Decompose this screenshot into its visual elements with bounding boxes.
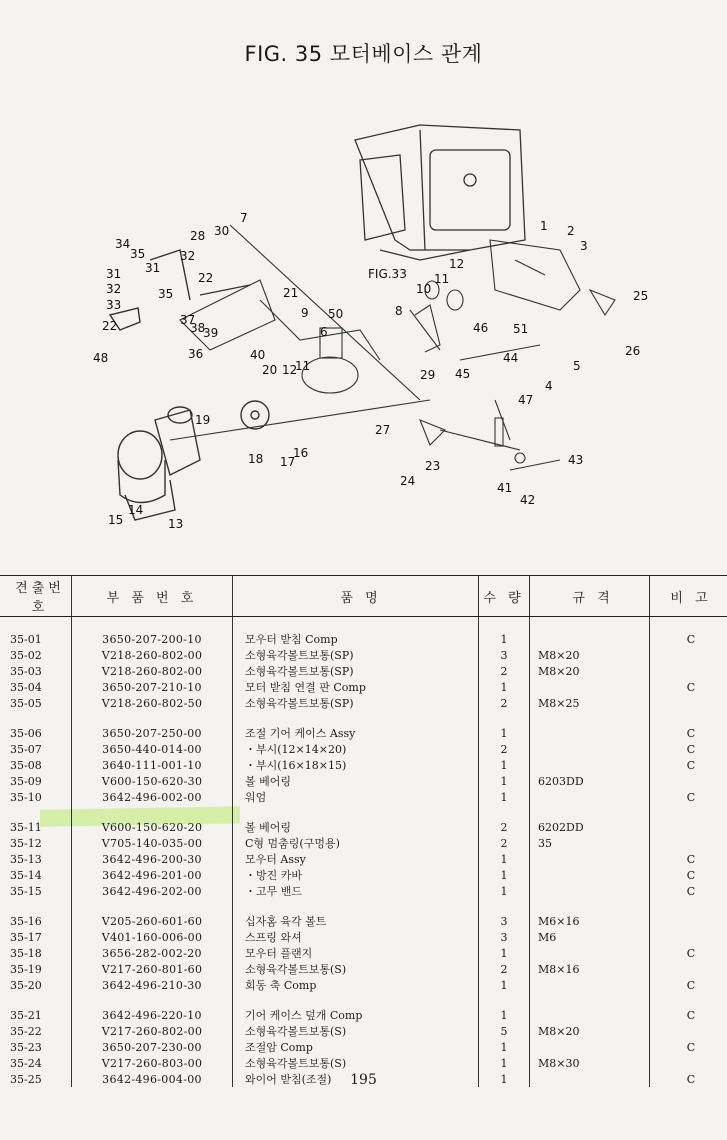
part-name-cell: 소형육각볼트보통(SP) xyxy=(233,663,479,679)
callout-34: 34 xyxy=(115,237,131,251)
header-index-no: 견출번호 xyxy=(0,576,72,617)
table-row xyxy=(0,1055,727,1071)
quantity-cell: 3 xyxy=(479,647,530,663)
callout-37: 37 xyxy=(180,313,196,327)
callout-21: 21 xyxy=(283,286,299,300)
callout-25: 25 xyxy=(633,289,649,303)
spec-cell: 6202DD xyxy=(530,819,650,835)
callout-29: 29 xyxy=(420,368,436,382)
spec-cell: 6203DD xyxy=(530,773,650,789)
header-part-no: 부 품 번 호 xyxy=(72,576,233,617)
spacer-cell xyxy=(479,805,530,819)
parts-table xyxy=(0,575,727,1087)
note-cell: C xyxy=(650,1071,727,1087)
spec-cell xyxy=(530,867,650,883)
callout-42: 42 xyxy=(520,493,536,507)
part-name-cell: C형 멈춤링(구멍용) xyxy=(233,835,479,851)
callout-32: 32 xyxy=(180,249,196,263)
spacer-cell xyxy=(0,617,72,632)
note-cell: C xyxy=(650,741,727,757)
header-spec: 규 격 xyxy=(530,576,650,617)
index-no-cell: 35-09 xyxy=(10,774,42,788)
callout-18: 18 xyxy=(248,452,264,466)
group-spacer xyxy=(0,617,727,632)
callout-11b: 11 xyxy=(295,359,311,373)
spacer-cell xyxy=(530,617,650,632)
spacer-cell xyxy=(479,899,530,913)
spec-cell xyxy=(530,945,650,961)
note-cell: C xyxy=(650,1007,727,1023)
spacer-cell xyxy=(233,993,479,1007)
part-name-cell: 볼 베어링 xyxy=(233,819,479,835)
quantity-cell: 2 xyxy=(479,695,530,711)
exploded-parts-diagram xyxy=(0,100,727,560)
part-name-cell: ・고무 밴드 xyxy=(233,883,479,899)
note-cell: C xyxy=(650,867,727,883)
part-name-cell: ・방진 카바 xyxy=(233,867,479,883)
spacer-cell xyxy=(0,993,72,1007)
note-cell: C xyxy=(650,883,727,899)
note-cell: C xyxy=(650,679,727,695)
quantity-cell: 1 xyxy=(479,631,530,647)
callout-36: 36 xyxy=(188,347,204,361)
table-row xyxy=(0,789,727,805)
header-note: 비 고 xyxy=(650,576,727,617)
table-header-row xyxy=(0,576,727,617)
index-no-cell: 35-13 xyxy=(10,852,42,866)
group-spacer xyxy=(0,899,727,913)
part-name-cell: 조절 기어 케이스 Assy xyxy=(233,725,479,741)
table-row xyxy=(0,819,727,835)
callout-45: 45 xyxy=(455,367,471,381)
part-name-cell: 기어 케이스 덮개 Comp xyxy=(233,1007,479,1023)
spec-cell: M8×30 xyxy=(530,1055,650,1071)
callout-16: 16 xyxy=(293,446,309,460)
callout-12b: 12 xyxy=(282,363,298,377)
page-number: 195 xyxy=(350,1072,377,1088)
callout-22b: 22 xyxy=(102,319,118,333)
index-no-cell: 35-18 xyxy=(10,946,42,960)
spacer-cell xyxy=(479,993,530,1007)
quantity-cell: 5 xyxy=(479,1023,530,1039)
callout-33: 33 xyxy=(106,298,122,312)
index-no-cell: 35-22 xyxy=(10,1024,42,1038)
callout-35: 35 xyxy=(130,247,146,261)
callout-1: 1 xyxy=(540,219,548,233)
quantity-cell: 1 xyxy=(479,773,530,789)
part-name-cell: 스프링 와셔 xyxy=(233,929,479,945)
part-no-cell: 3642-496-002-00 xyxy=(72,789,233,805)
spec-cell xyxy=(530,725,650,741)
index-no-cell: 35-19 xyxy=(10,962,42,976)
table-row xyxy=(0,663,727,679)
spec-cell xyxy=(530,741,650,757)
quantity-cell: 2 xyxy=(479,663,530,679)
callout-7: 7 xyxy=(240,211,248,225)
spec-cell xyxy=(530,1007,650,1023)
quantity-cell: 1 xyxy=(479,679,530,695)
note-cell xyxy=(650,1023,727,1039)
callout-44: 44 xyxy=(503,351,519,365)
index-no-cell: 35-08 xyxy=(10,758,42,772)
quantity-cell: 2 xyxy=(479,741,530,757)
callout-31: 31 xyxy=(145,261,161,275)
spacer-cell xyxy=(650,899,727,913)
part-name-cell: 십자홈 육각 볼트 xyxy=(233,913,479,929)
spacer-cell xyxy=(233,617,479,632)
header-part-name: 품 명 xyxy=(233,576,479,617)
spacer-cell xyxy=(530,711,650,725)
table-row xyxy=(0,929,727,945)
part-no-cell: 3642-496-201-00 xyxy=(72,867,233,883)
index-no-cell: 35-15 xyxy=(10,884,42,898)
quantity-cell: 1 xyxy=(479,867,530,883)
table-row xyxy=(0,945,727,961)
quantity-cell: 3 xyxy=(479,913,530,929)
spacer-cell xyxy=(72,805,233,819)
spec-cell xyxy=(530,851,650,867)
part-name-cell: 모터 받침 연결 판 Comp xyxy=(233,679,479,695)
spacer-cell xyxy=(0,899,72,913)
callout-5: 5 xyxy=(573,359,581,373)
part-name-cell: 소형육각볼트보통(SP) xyxy=(233,695,479,711)
callout-46: 46 xyxy=(473,321,489,335)
spec-cell: M8×25 xyxy=(530,695,650,711)
callout-9: 9 xyxy=(301,306,309,320)
index-no-cell: 35-03 xyxy=(10,664,42,678)
callout-3: 3 xyxy=(580,239,588,253)
quantity-cell: 1 xyxy=(479,945,530,961)
table-row xyxy=(0,679,727,695)
index-no-cell: 35-12 xyxy=(10,836,42,850)
index-no-cell: 35-04 xyxy=(10,680,42,694)
callout-15: 15 xyxy=(108,513,124,527)
table-row xyxy=(0,977,727,993)
callout-39: 39 xyxy=(203,326,219,340)
note-cell xyxy=(650,835,727,851)
table-row xyxy=(0,1039,727,1055)
callout-20: 20 xyxy=(262,363,278,377)
spacer-cell xyxy=(72,711,233,725)
index-no-cell: 35-17 xyxy=(10,930,42,944)
callout-26: 26 xyxy=(625,344,641,358)
callout-11: 11 xyxy=(434,272,450,286)
table-row xyxy=(0,631,727,647)
note-cell xyxy=(650,647,727,663)
table-row xyxy=(0,913,727,929)
note-cell xyxy=(650,663,727,679)
index-no-cell: 35-06 xyxy=(10,726,42,740)
assembly-lines xyxy=(170,225,615,470)
spec-cell xyxy=(530,883,650,899)
part-name-cell: 소형육각볼트보통(S) xyxy=(233,961,479,977)
spacer-cell xyxy=(530,993,650,1007)
quantity-cell: 1 xyxy=(479,883,530,899)
callout-38: 38 xyxy=(190,321,206,335)
index-no-cell: 35-14 xyxy=(10,868,42,882)
quantity-cell: 1 xyxy=(479,725,530,741)
table-row xyxy=(0,741,727,757)
part-no-cell: 3642-496-210-30 xyxy=(72,977,233,993)
spec-cell xyxy=(530,757,650,773)
spacer-cell xyxy=(479,711,530,725)
callout-6: 6 xyxy=(320,325,328,339)
machine-frame-drawing xyxy=(355,125,525,260)
part-no-cell: V600-150-620-30 xyxy=(72,773,233,789)
quantity-cell: 1 xyxy=(479,789,530,805)
table-row xyxy=(0,647,727,663)
spacer-cell xyxy=(479,617,530,632)
table-row xyxy=(0,883,727,899)
note-cell: C xyxy=(650,977,727,993)
callout-30: 30 xyxy=(214,224,230,238)
index-no-cell: 35-10 xyxy=(10,790,42,804)
header-quantity: 수 량 xyxy=(479,576,530,617)
table-row xyxy=(0,773,727,789)
part-no-cell: 3650-207-200-10 xyxy=(72,631,233,647)
note-cell: C xyxy=(650,851,727,867)
index-no-cell: 35-02 xyxy=(10,648,42,662)
callout-4: 4 xyxy=(545,379,553,393)
callout-48: 48 xyxy=(93,351,109,365)
part-name-cell: 모우터 Assy xyxy=(233,851,479,867)
part-name-cell: ・부시(16×18×15) xyxy=(233,757,479,773)
part-no-cell: 3642-496-004-00 xyxy=(72,1071,233,1087)
part-no-cell: 3642-496-202-00 xyxy=(72,883,233,899)
figure-title: FIG. 35 모터베이스 관계 xyxy=(244,42,483,66)
note-cell: C xyxy=(650,1039,727,1055)
quantity-cell: 1 xyxy=(479,1071,530,1087)
callout-27: 27 xyxy=(375,423,391,437)
table-row xyxy=(0,835,727,851)
quantity-cell: 1 xyxy=(479,1055,530,1071)
callout-12: 12 xyxy=(449,257,465,271)
table-row xyxy=(0,1007,727,1023)
spec-cell: M6×16 xyxy=(530,913,650,929)
spacer-cell xyxy=(530,899,650,913)
part-no-cell: 3650-440-014-00 xyxy=(72,741,233,757)
group-spacer xyxy=(0,711,727,725)
quantity-cell: 1 xyxy=(479,757,530,773)
part-no-cell: V218-260-802-00 xyxy=(72,647,233,663)
callout-22: 22 xyxy=(198,271,214,285)
part-no-cell: V217-260-802-00 xyxy=(72,1023,233,1039)
callout-19: 19 xyxy=(195,413,211,427)
callout-31b: 31 xyxy=(106,267,122,281)
part-no-cell: 3650-207-210-10 xyxy=(72,679,233,695)
callout-2: 2 xyxy=(567,224,575,238)
spec-cell: M8×16 xyxy=(530,961,650,977)
callout-13: 13 xyxy=(168,517,184,531)
spacer-cell xyxy=(233,711,479,725)
callout-43: 43 xyxy=(568,453,584,467)
part-name-cell: 모우터 받침 Comp xyxy=(233,631,479,647)
quantity-cell: 1 xyxy=(479,851,530,867)
spacer-cell xyxy=(72,993,233,1007)
callout-41: 41 xyxy=(497,481,513,495)
part-no-cell: 3642-496-220-10 xyxy=(72,1007,233,1023)
spacer-cell xyxy=(650,805,727,819)
part-no-cell: 3640-111-001-10 xyxy=(72,757,233,773)
index-no-cell: 35-05 xyxy=(10,696,42,710)
table-row xyxy=(0,851,727,867)
note-cell xyxy=(650,913,727,929)
part-no-cell: V401-160-006-00 xyxy=(72,929,233,945)
table-row xyxy=(0,725,727,741)
part-name-cell: 소형육각볼트보통(S) xyxy=(233,1055,479,1071)
spacer-cell xyxy=(650,711,727,725)
index-no-cell: 35-01 xyxy=(10,632,42,646)
table-row xyxy=(0,867,727,883)
spec-cell: 35 xyxy=(530,835,650,851)
spacer-cell xyxy=(72,617,233,632)
spec-cell xyxy=(530,631,650,647)
spacer-cell xyxy=(72,899,233,913)
part-no-cell: 3650-207-250-00 xyxy=(72,725,233,741)
quantity-cell: 1 xyxy=(479,977,530,993)
callout-47: 47 xyxy=(518,393,534,407)
spacer-cell xyxy=(233,805,479,819)
note-cell: C xyxy=(650,789,727,805)
spec-cell: M8×20 xyxy=(530,1023,650,1039)
quantity-cell: 1 xyxy=(479,1007,530,1023)
table-row xyxy=(0,1023,727,1039)
index-no-cell: 35-16 xyxy=(10,914,42,928)
spec-cell: M6 xyxy=(530,929,650,945)
spacer-cell xyxy=(0,711,72,725)
part-name-cell: 워엄 xyxy=(233,789,479,805)
parts-table-body xyxy=(0,617,727,1088)
note-cell: C xyxy=(650,945,727,961)
part-no-cell: V217-260-803-00 xyxy=(72,1055,233,1071)
index-no-cell: 35-20 xyxy=(10,978,42,992)
callout-50: 50 xyxy=(328,307,344,321)
part-no-cell: V218-260-802-50 xyxy=(72,695,233,711)
spec-cell xyxy=(530,789,650,805)
spec-cell: M8×20 xyxy=(530,647,650,663)
part-name-cell: 소형육각볼트보통(S) xyxy=(233,1023,479,1039)
callout-fig33: FIG.33 xyxy=(368,267,407,281)
index-no-cell: 35-21 xyxy=(10,1008,42,1022)
part-name-cell: 와이어 받침(조절) xyxy=(233,1071,479,1087)
callout-32b: 32 xyxy=(106,282,122,296)
part-no-cell: V217-260-801-60 xyxy=(72,961,233,977)
part-name-cell: 볼 베어링 xyxy=(233,773,479,789)
callout-51: 51 xyxy=(513,322,529,336)
callout-28: 28 xyxy=(190,229,206,243)
note-cell xyxy=(650,929,727,945)
part-name-cell: 소형육각볼트보통(SP) xyxy=(233,647,479,663)
note-cell: C xyxy=(650,631,727,647)
quantity-cell: 2 xyxy=(479,819,530,835)
part-name-cell: ・부시(12×14×20) xyxy=(233,741,479,757)
index-no-cell: 35-23 xyxy=(10,1040,42,1054)
spec-cell xyxy=(530,1039,650,1055)
quantity-cell: 1 xyxy=(479,1039,530,1055)
part-no-cell: 3650-207-230-00 xyxy=(72,1039,233,1055)
callout-17: 17 xyxy=(280,455,296,469)
table-row xyxy=(0,695,727,711)
index-no-cell: 35-25 xyxy=(10,1072,42,1086)
callout-24: 24 xyxy=(400,474,416,488)
group-spacer xyxy=(0,805,727,819)
quantity-cell: 2 xyxy=(479,961,530,977)
table-row xyxy=(0,961,727,977)
note-cell xyxy=(650,773,727,789)
part-name-cell: 모우터 플랜지 xyxy=(233,945,479,961)
callout-40: 40 xyxy=(250,348,266,362)
part-no-cell: V600-150-620-20 xyxy=(72,819,233,835)
group-spacer xyxy=(0,993,727,1007)
note-cell: C xyxy=(650,725,727,741)
spec-cell xyxy=(530,977,650,993)
spacer-cell xyxy=(650,617,727,632)
index-no-cell: 35-11 xyxy=(10,820,42,834)
table-row xyxy=(0,757,727,773)
quantity-cell: 2 xyxy=(479,835,530,851)
spacer-cell xyxy=(650,993,727,1007)
callout-10: 10 xyxy=(416,282,432,296)
part-no-cell: V205-260-601-60 xyxy=(72,913,233,929)
part-no-cell: 3656-282-002-20 xyxy=(72,945,233,961)
spacer-cell xyxy=(0,805,72,819)
quantity-cell: 3 xyxy=(479,929,530,945)
spacer-cell xyxy=(530,805,650,819)
note-cell xyxy=(650,961,727,977)
callout-23: 23 xyxy=(425,459,441,473)
spec-cell: M8×20 xyxy=(530,663,650,679)
note-cell xyxy=(650,819,727,835)
callout-8: 8 xyxy=(395,304,403,318)
part-no-cell: V218-260-802-00 xyxy=(72,663,233,679)
part-no-cell: V705-140-035-00 xyxy=(72,835,233,851)
spec-cell xyxy=(530,679,650,695)
note-cell xyxy=(650,1055,727,1071)
index-no-cell: 35-07 xyxy=(10,742,42,756)
callout-35b: 35 xyxy=(158,287,174,301)
index-no-cell: 35-24 xyxy=(10,1056,42,1070)
note-cell: C xyxy=(650,757,727,773)
spacer-cell xyxy=(233,899,479,913)
part-name-cell: 조절암 Comp xyxy=(233,1039,479,1055)
motor-drawing xyxy=(110,250,269,520)
part-name-cell: 회동 축 Comp xyxy=(233,977,479,993)
callout-14: 14 xyxy=(128,503,144,517)
part-no-cell: 3642-496-200-30 xyxy=(72,851,233,867)
note-cell xyxy=(650,695,727,711)
